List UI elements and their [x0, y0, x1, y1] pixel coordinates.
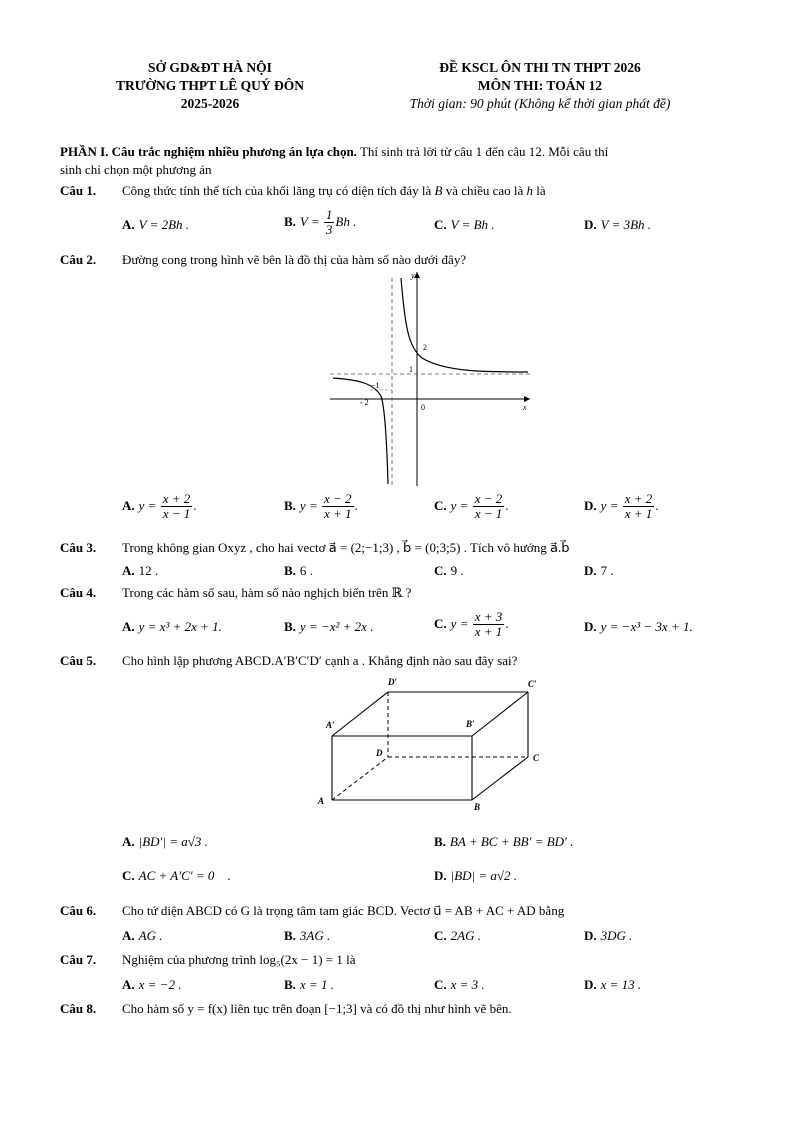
- q2-option-d[interactable]: D. y = $\frac{x + 2}{x + 1}$ .: [584, 491, 659, 522]
- q2-option-b-den: x + 1: [323, 506, 352, 522]
- q2-option-d-den: x + 1: [624, 506, 653, 522]
- header-left-line1: SỞ GD&ĐT HÀ NỘI: [148, 60, 272, 75]
- q2-option-c-num: x − 2: [474, 491, 503, 506]
- q3-option-d[interactable]: D. 7 .: [584, 563, 614, 578]
- q5-label-a: A: [318, 796, 325, 806]
- q5-label-b1: B′: [466, 719, 475, 729]
- q5-option-a-text: |BD′| = a√3 .: [138, 834, 208, 849]
- q1-text-b: và chiều cao là: [442, 183, 527, 198]
- q5-option-b[interactable]: B. BA + BC + BB′ = BD′ .: [434, 834, 574, 849]
- q4-option-a[interactable]: A. y = x³ + 2x + 1.: [122, 619, 222, 634]
- q1-option-d[interactable]: D. V = 3Bh .: [584, 217, 652, 232]
- q1-text: [122, 183, 754, 199]
- q3-option-b-text: 6 .: [299, 563, 313, 578]
- q2-origin-label: 0: [421, 403, 425, 412]
- q6-option-c-text: 2AG .: [450, 928, 481, 943]
- q1-text-a: Công thức tính thể tích của khối lăng trụ có diện tích đáy là: [122, 183, 435, 198]
- q4-option-c-num: x + 3: [474, 609, 503, 624]
- q2-label: Câu 2.: [60, 252, 97, 267]
- header-left-line3: 2025-2026: [180, 96, 240, 111]
- q3-option-a-text: 12 .: [138, 563, 159, 578]
- q2-option-b-frac: [322, 492, 354, 522]
- header-right-line3: Thời gian: 90 phút (Không kể thời gian phát đề): [409, 96, 671, 111]
- q1-option-b-den: 3: [325, 222, 333, 238]
- q4-option-b-text: y = −x² + 2x .: [299, 619, 374, 634]
- q5-edge-ad: [332, 757, 388, 800]
- q2-option-a-pre: y =: [138, 497, 160, 513]
- q7-option-c-text: x = 3 .: [450, 977, 485, 992]
- q3-option-a[interactable]: A. 12 .: [122, 563, 159, 578]
- q4-option-c-frac: [473, 610, 505, 640]
- q6-label: Câu 6.: [60, 903, 97, 918]
- q5-option-c[interactable]: C. AC + A′C′ = 0⃗ .: [122, 868, 231, 883]
- q5-option-c-text: AC + A′C′ = 0⃗ .: [138, 868, 231, 883]
- q7-option-b[interactable]: B. x = 1 .: [284, 977, 334, 992]
- q1-option-a[interactable]: A. V = 2Bh .: [122, 217, 190, 232]
- q7-option-c[interactable]: C. x = 3 .: [434, 977, 485, 992]
- q2-option-a-den: x − 1: [162, 506, 191, 522]
- q5-cube: [310, 672, 550, 814]
- q5-option-a[interactable]: A. |BD′| = a√3 .: [122, 834, 208, 849]
- q5-edge-bc: [472, 757, 528, 800]
- q4-option-a-text: y = x³ + 2x + 1.: [138, 619, 222, 634]
- q5-label-d: D: [376, 748, 383, 758]
- q5-edge-a1d1: [332, 692, 388, 736]
- q1-option-a-text: V = 2Bh .: [138, 217, 190, 232]
- q1-option-d-text: V = 3Bh .: [600, 217, 652, 232]
- q2-option-d-num: x + 2: [624, 491, 653, 506]
- q5-option-d[interactable]: D. |BD| = a√2 .: [434, 868, 518, 883]
- q2-option-d-frac: [623, 492, 655, 522]
- q7-text: Nghiệm của phương trình log₅(2x − 1) = 1 là: [122, 952, 356, 967]
- q1-option-b[interactable]: B. V = $\frac{1}{3}$ Bh .: [284, 207, 357, 238]
- q5-label-c: C: [533, 753, 540, 763]
- q3-option-d-text: 7 .: [600, 563, 614, 578]
- q3-label: Câu 3.: [60, 540, 97, 555]
- q1-var-h: h: [526, 183, 534, 198]
- q2-x-label: x: [523, 403, 527, 412]
- q4-option-d-text: y = −x³ − 3x + 1.: [600, 619, 693, 634]
- header-right-line2: MÔN THI: TOÁN 12: [477, 78, 603, 93]
- q5-label-b: B: [474, 802, 481, 812]
- q3-option-c-text: 9 .: [450, 563, 464, 578]
- q5-label-c1: C′: [528, 679, 537, 689]
- q2-option-b[interactable]: B. y = $\frac{x - 2}{x + 1}$ .: [284, 491, 358, 522]
- q1-var-b: B: [434, 183, 443, 198]
- q8-text: Cho hàm số y = f(x) liên tục trên đoạn [−1;3] và có đồ thị như hình vẽ bên.: [122, 1001, 512, 1016]
- q2-y-label: y: [411, 271, 415, 280]
- q2-tick-m1: −1: [371, 381, 380, 390]
- q3-option-b[interactable]: B. 6 .: [284, 563, 313, 578]
- q1-option-b-num: 1: [325, 207, 333, 222]
- q6-text: Cho tứ diện ABCD có G là trọng tâm tam giác BCD. Vectơ u⃗ = AB + AC + AD bằng: [122, 903, 565, 918]
- q2-option-c[interactable]: C. y = $\frac{x - 2}{x - 1}$ .: [434, 491, 509, 522]
- q3-text: Trong không gian Oxyz , cho hai vectơ a⃗ = (2;−1;3) , b⃗ = (0;3;5) . Tích vô hướng a⃗.b⃗: [122, 540, 570, 555]
- q1-text-c: là: [533, 183, 546, 198]
- q4-option-b[interactable]: B. y = −x² + 2x .: [284, 619, 374, 634]
- q5-label: Câu 5.: [60, 653, 97, 668]
- q1-option-b-post: Bh .: [335, 213, 357, 229]
- q2-curve-right-branch: [401, 278, 528, 372]
- q7-option-a[interactable]: A. x = −2 .: [122, 977, 182, 992]
- section-desc-line2: sinh chỉ chọn một phương án: [60, 162, 212, 177]
- q4-text: Trong các hàm số sau, hàm số nào nghịch biến trên ℝ ?: [122, 585, 412, 600]
- q2-option-a[interactable]: A. y = $\frac{x + 2}{x - 1}$ .: [122, 491, 197, 522]
- q2-curve-left-branch: [333, 378, 388, 484]
- q5-text: Cho hình lập phương ABCD.A′B′C′D′ cạnh a . Khẳng định nào sau đây sai?: [122, 653, 518, 668]
- q7-option-b-text: x = 1 .: [299, 977, 334, 992]
- section-desc-line1: Thí sinh trả lời từ câu 1 đến câu 12. Mỗi câu thí: [356, 144, 609, 159]
- header-right-line1: ĐỀ KSCL ÔN THI TN THPT 2026: [439, 60, 641, 75]
- q2-tick-2: 2: [423, 343, 427, 352]
- q6-option-d[interactable]: D. 3DG .: [584, 928, 633, 943]
- q2-option-c-pre: y =: [450, 497, 472, 513]
- q3-option-c[interactable]: C. 9 .: [434, 563, 464, 578]
- q1-option-b-frac: [324, 208, 335, 238]
- q4-option-d[interactable]: D. y = −x³ − 3x + 1.: [584, 619, 693, 634]
- q2-option-c-frac: [473, 492, 505, 522]
- section-intro: [60, 144, 760, 160]
- q2-option-b-pre: y =: [299, 497, 321, 513]
- q2-graph: [325, 268, 535, 488]
- q2-tick-1: 1: [409, 365, 413, 374]
- q5-label-a1: A′: [326, 720, 335, 730]
- q5-option-d-text: |BD| = a√2 .: [450, 868, 518, 883]
- q2-option-c-den: x − 1: [474, 506, 503, 522]
- q7-option-a-text: x = −2 .: [138, 977, 182, 992]
- q6-option-a-text: AG .: [138, 928, 163, 943]
- section-title: PHẦN I. Câu trắc nghiệm nhiều phương án lựa chọn.: [60, 144, 357, 159]
- q6-option-c[interactable]: C. 2AG .: [434, 928, 481, 943]
- q7-option-d-text: x = 13 .: [600, 977, 642, 992]
- q2-y-arrow: [414, 272, 420, 278]
- q8-label: Câu 8.: [60, 1001, 97, 1016]
- q6-option-b-text: 3AG .: [299, 928, 331, 943]
- q1-option-c-text: V = Bh .: [450, 217, 495, 232]
- q1-label: Câu 1.: [60, 183, 97, 198]
- q2-option-a-num: x + 2: [162, 491, 191, 506]
- q6-option-b[interactable]: B. 3AG .: [284, 928, 331, 943]
- q5-edge-b1c1: [472, 692, 528, 736]
- q4-option-c[interactable]: C. y = $\frac{x + 3}{x + 1}$ .: [434, 609, 509, 640]
- q1-option-c[interactable]: C. V = Bh .: [434, 217, 495, 232]
- q2-tick-m2: - 2: [360, 398, 369, 407]
- q7-option-d[interactable]: D. x = 13 .: [584, 977, 642, 992]
- q2-option-d-pre: y =: [600, 497, 622, 513]
- q2-option-a-frac: [161, 492, 193, 522]
- q6-option-a[interactable]: A. AG .: [122, 928, 163, 943]
- q5-option-b-text: BA + BC + BB′ = BD′ .: [449, 834, 574, 849]
- q2-text: Đường cong trong hình vẽ bên là đồ thị của hàm số nào dưới đây?: [122, 252, 467, 267]
- q4-option-c-pre: y =: [450, 615, 472, 631]
- q7-label: Câu 7.: [60, 952, 97, 967]
- q1-option-b-pre: V =: [299, 213, 323, 229]
- q4-label: Câu 4.: [60, 585, 97, 600]
- q6-option-d-text: 3DG .: [600, 928, 633, 943]
- q2-option-b-num: x − 2: [323, 491, 352, 506]
- q5-label-d1: D′: [388, 677, 398, 687]
- q4-option-c-den: x + 1: [474, 624, 503, 640]
- header-left-line2: TRƯỜNG THPT LÊ QUÝ ĐÔN: [115, 78, 305, 93]
- q2-x-arrow: [524, 396, 530, 402]
